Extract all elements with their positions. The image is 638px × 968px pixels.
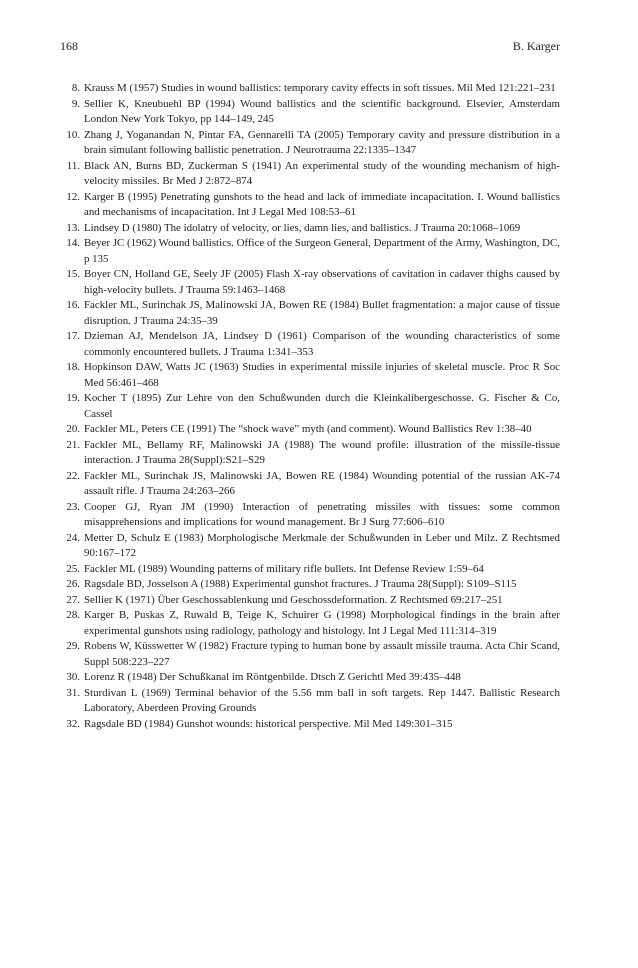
reference-text: Ragsdale BD (1984) Gunshot wounds: historical perspective. Mil Med 149:301–315 xyxy=(84,717,453,730)
reference-number: 9. xyxy=(71,97,80,110)
reference-number: 12. xyxy=(66,190,80,203)
reference-text: Black AN, Burns BD, Zuckerman S (1941) An experimental study of the wounding mechanism of high-velocity missiles. Br Med J 2:872–874 xyxy=(84,159,560,187)
reference-item xyxy=(62,469,560,500)
reference-number: 18. xyxy=(66,361,80,373)
reference-text: Boyer CN, Holland GE, Seely JF (2005) Flash X-ray observations of cavitation in cadaver thighs caused by high-velocity bullets. J Trauma 59:1463–1468 xyxy=(84,268,560,296)
reference-number: 15. xyxy=(66,268,80,280)
reference-text: Krauss M (1957) Studies in wound ballistics: temporary cavity effects in soft tissues. Mil Med 121:221–231 xyxy=(84,82,556,94)
reference-text: Sellier K, Kneubuehl BP (1994) Wound ballistics and the scientific background. Elsevier, Amsterdam London New York Tokyo, pp 144–149, 245 xyxy=(84,97,560,125)
reference-number: 11. xyxy=(66,159,80,172)
reference-item xyxy=(62,128,560,159)
reference-text: Fackler ML (1989) Wounding patterns of military rifle bullets. Int Defense Review 1:59–64 xyxy=(84,562,484,575)
reference-text: Cooper GJ, Ryan JM (1990) Interaction of penetrating missiles with tissues: some common misapprehensions and implications for wound management. Br J Surg 77:606–610 xyxy=(84,500,560,528)
reference-number: 31. xyxy=(66,686,80,699)
reference-text: Fackler ML, Peters CE (1991) The “shock wave” myth (and comment). Wound Ballistics Rev 1:38–40 xyxy=(84,423,532,435)
reference-number: 27. xyxy=(66,593,80,606)
reference-item xyxy=(62,391,560,422)
running-head: B. Karger xyxy=(512,39,560,53)
reference-number: 13. xyxy=(66,221,80,234)
reference-number: 32. xyxy=(66,717,80,730)
reference-item xyxy=(62,670,560,686)
reference-number: 20. xyxy=(66,423,80,435)
reference-number: 29. xyxy=(66,640,80,652)
reference-number: 22. xyxy=(66,469,80,482)
reference-item xyxy=(62,159,560,190)
reference-number: 21. xyxy=(66,438,80,451)
reference-text: Robens W, Küsswetter W (1982) Fracture typing to human bone by assault missile trauma. Acta Chir Scand, Suppl 508:223–227 xyxy=(84,640,560,668)
reference-number: 8. xyxy=(71,82,80,94)
reference-item xyxy=(62,500,560,531)
reference-number: 10. xyxy=(66,128,80,141)
reference-text: Fackler ML, Surinchak JS, Malinowski JA, Bowen RE (1984) Wounding potential of the russian AK-74 assault rifle. J Trauma 24:263–266 xyxy=(84,469,560,497)
reference-text: Lindsey D (1980) The idolatry of velocity, or lies, damn lies, and ballistics. J Trauma 20:1068–1069 xyxy=(84,221,521,234)
reference-text: Sturdivan L (1969) Terminal behavior of the 5.56 mm ball in soft targets. Rep 1447. Ballistic Research Laboratory, Aberdeen Proving Grounds xyxy=(84,686,560,714)
reference-text: Lorenz R (1948) Der Schußkanal im Röntgenbilde. Dtsch Z Gerichtl Med 39:435–448 xyxy=(84,671,461,683)
reference-item xyxy=(62,267,560,298)
reference-item xyxy=(62,438,560,469)
reference-item xyxy=(62,190,560,221)
reference-item xyxy=(62,608,560,639)
reference-item xyxy=(62,562,560,578)
reference-item xyxy=(62,97,560,128)
reference-item xyxy=(62,298,560,329)
reference-item xyxy=(62,593,560,609)
reference-number: 30. xyxy=(66,671,80,683)
reference-text: Karger B, Puskas Z, Ruwald B, Teige K, Schuirer G (1998) Morphological findings in the brain after experimental gunshots using radiology, pathology and histology. Int J Legal Med 111:314–319 xyxy=(84,609,560,637)
reference-item xyxy=(62,81,560,97)
reference-item xyxy=(62,686,560,717)
reference-item xyxy=(62,329,560,360)
reference-text: Sellier K (1971) Über Geschossablenkung und Geschossdeformation. Z Rechtsmed 69:217–251 xyxy=(84,593,503,606)
reference-number: 14. xyxy=(66,237,80,249)
reference-text: Dzieman AJ, Mendelson JA, Lindsey D (1961) Comparison of the wounding characteristics of some commonly encountered bullets. J Trauma 1:341–353 xyxy=(84,330,560,358)
reference-text: Metter D, Schulz E (1983) Morphologische Merkmale der Schußwunden in Leber und Milz. Z Rechtsmed 90:167–172 xyxy=(84,531,560,559)
reference-number: 23. xyxy=(66,500,80,513)
reference-list xyxy=(62,81,560,732)
reference-item xyxy=(62,221,560,237)
reference-item xyxy=(62,577,560,593)
reference-item xyxy=(62,236,560,267)
reference-text: Fackler ML, Surinchak JS, Malinowski JA, Bowen RE (1984) Bullet fragmentation: a major cause of tissue disruption. J Trauma 24:35–39 xyxy=(84,299,560,327)
reference-text: Zhang J, Yoganandan N, Pintar FA, Gennarelli TA (2005) Temporary cavity and pressure distribution in a brain simulant following ballistic penetration. J Neurotrauma 22:1335–1347 xyxy=(84,128,560,156)
reference-number: 25. xyxy=(66,562,80,575)
reference-item xyxy=(62,717,560,733)
reference-number: 16. xyxy=(66,299,80,311)
page-number: 168 xyxy=(60,39,78,53)
page-header xyxy=(60,38,560,54)
reference-number: 19. xyxy=(66,392,80,404)
reference-number: 28. xyxy=(66,609,80,621)
reference-text: Kocher T (1895) Zur Lehre von den Schußwunden durch die Kleinkalibergeschosse. G. Fischer & Co, Cassel xyxy=(84,392,560,420)
reference-item xyxy=(62,422,560,438)
reference-text: Ragsdale BD, Josselson A (1988) Experimental gunshot fractures. J Trauma 28(Suppl): S109–S115 xyxy=(84,578,517,590)
reference-number: 17. xyxy=(66,330,80,342)
reference-item xyxy=(62,639,560,670)
reference-item xyxy=(62,360,560,391)
reference-text: Hopkinson DAW, Watts JC (1963) Studies in experimental missile injuries of skeletal muscle. Proc R Soc Med 56:461–468 xyxy=(84,361,560,389)
reference-text: Karger B (1995) Penetrating gunshots to the head and lack of immediate incapacitation. I. Wound ballistics and mechanisms of incapacitation. Int J Legal Med 108:53–61 xyxy=(84,190,560,218)
reference-text: Fackler ML, Bellamy RF, Malinowski JA (1988) The wound profile: illustration of the missile-tissue interaction. J Trauma 28(Suppl):S21–S29 xyxy=(84,438,560,466)
reference-number: 26. xyxy=(66,578,80,590)
reference-item xyxy=(62,531,560,562)
reference-text: Beyer JC (1962) Wound ballistics. Office of the Surgeon General, Department of the Army, Washington, DC, p 135 xyxy=(84,237,560,265)
reference-number: 24. xyxy=(66,531,80,544)
